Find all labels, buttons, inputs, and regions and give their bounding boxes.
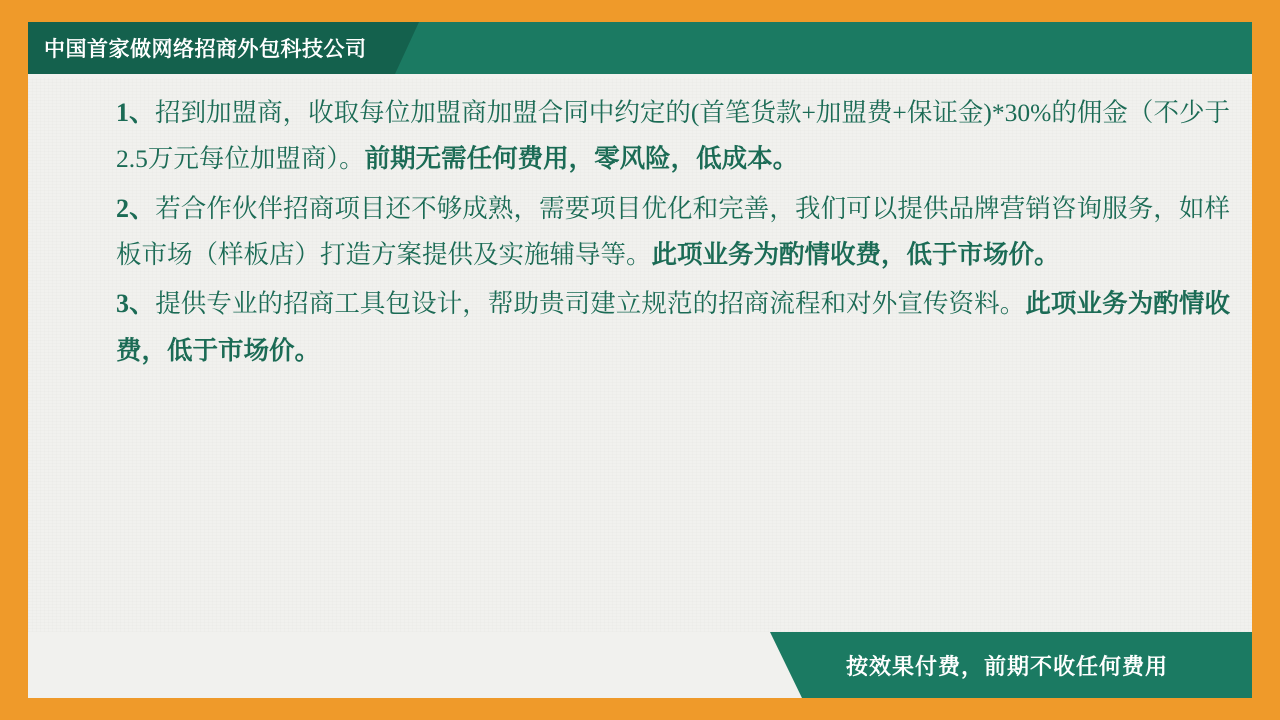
- list-item: [116, 186, 1230, 278]
- page-title: 中国首家做网络招商外包科技公司: [44, 38, 367, 61]
- footer-wedge: [28, 632, 770, 698]
- list-item: [116, 281, 1230, 373]
- header-title-block: [28, 22, 395, 74]
- footer-slogan: 按效果付费，前期不收任何费用: [846, 653, 1169, 679]
- list-item-emphasis: 此项业务为酌情收费，低于市场价。: [651, 239, 1060, 269]
- list-item-emphasis: 前期无需任何费用，零风险，低成本。: [364, 144, 799, 174]
- list-item-text: 若合作伙伴招商项目还不够成熟，需要项目优化和完善，我们可以提供品牌营销咨询服务，如样板市场（样板店）打造方案提供及实施辅导等。: [116, 193, 1230, 269]
- list-item-number: 3、: [116, 289, 156, 319]
- list-item-text: 招到加盟商，收取每位加盟商加盟合同中约定的(首笔货款+加盟费+保证金)*30%的佣金（不少于2.5万元每位加盟商）。: [116, 98, 1230, 174]
- list-item-text: 提供专业的招商工具包设计，帮助贵司建立规范的招商流程和对外宣传资料。: [155, 289, 1026, 319]
- list-item-number: 1、: [116, 98, 156, 127]
- list-item-number: 2、: [116, 193, 156, 223]
- list-item-emphasis: 此项业务为酌情收费，低于市场价。: [116, 289, 1230, 365]
- list-item: [116, 90, 1230, 182]
- header-divider: [28, 74, 1252, 78]
- body-content: [28, 80, 1252, 620]
